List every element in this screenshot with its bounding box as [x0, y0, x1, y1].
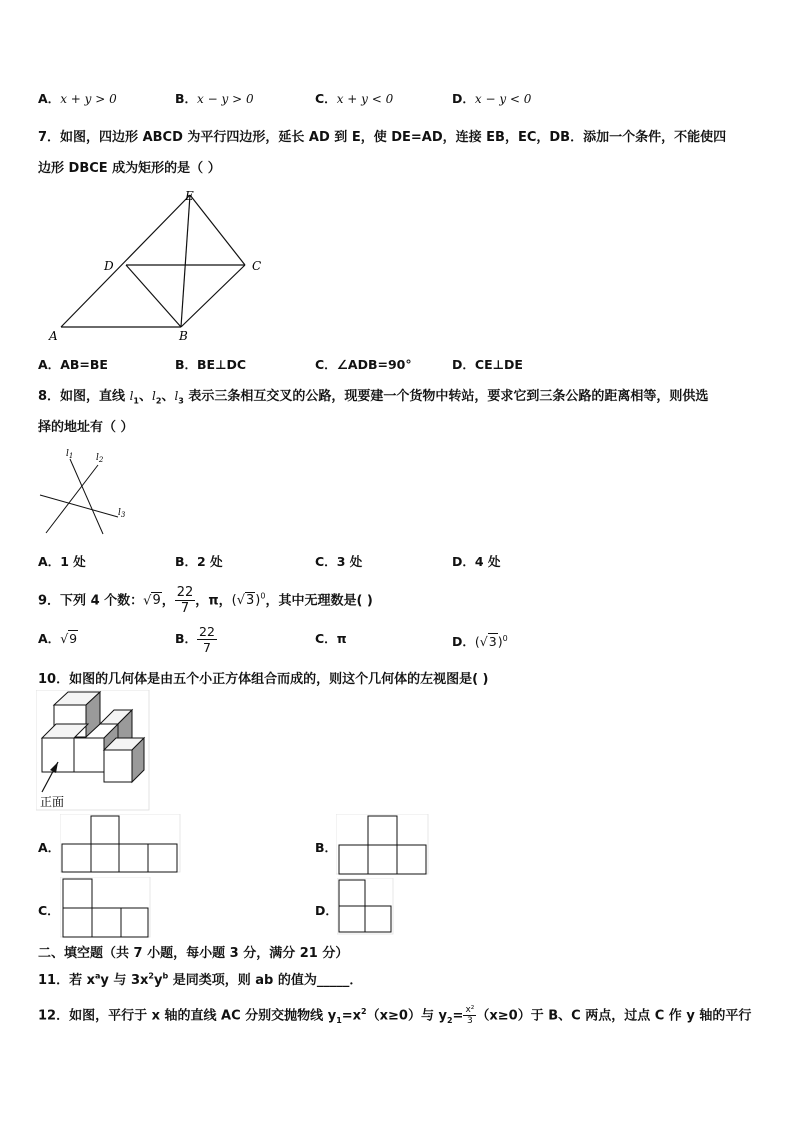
- exponent: 2: [361, 1007, 367, 1016]
- label-d: D: [104, 259, 114, 273]
- option-letter: A．: [38, 554, 61, 569]
- line-db: [126, 265, 181, 327]
- q9-option-a: [38, 622, 78, 656]
- q8-text-line1: [38, 385, 708, 406]
- text: （x≥0）于 B、C 两点，过点 C 作 y 轴的平行: [476, 1008, 752, 1024]
- exponent: 2: [148, 971, 154, 981]
- exponent: b: [162, 971, 169, 981]
- q10-option-a-figure: [60, 814, 182, 874]
- option-letter: D．: [452, 554, 475, 569]
- sqrt-9: √9: [143, 593, 161, 609]
- separator: 、: [161, 389, 175, 404]
- option-letter: C．: [315, 91, 337, 106]
- exponent: 0: [502, 634, 508, 643]
- radicand: 9: [152, 593, 161, 609]
- text: ，其中无理数是( ): [265, 593, 373, 609]
- q9-option-c: [315, 622, 347, 656]
- text: 表示三条相互交叉的公路，现要建一个货物中转站，要求它到三条公路的距离相等，则供选: [183, 389, 709, 404]
- text: （x≥0）与 y: [366, 1008, 447, 1024]
- q7-text-line2: 边形 DBCE 成为矩形的是（ ）: [38, 161, 221, 176]
- text: 11．若 x: [38, 973, 96, 988]
- denominator: 3: [467, 1016, 473, 1027]
- sqrt3-power-0: $(√3)^0$: [231, 592, 266, 609]
- q6-option-a: [38, 89, 117, 107]
- q9-text: [38, 580, 373, 618]
- answer-blank: _____: [316, 973, 350, 988]
- line-ec: [190, 195, 245, 265]
- pi: π: [336, 631, 347, 646]
- numerator: 22: [176, 585, 194, 601]
- option-letter: B．: [175, 631, 198, 646]
- text: 9．下列 4 个数：: [38, 593, 144, 609]
- q7-parallelogram-figure: [40, 185, 280, 345]
- text: =x: [341, 1008, 362, 1024]
- q10-option-c-figure: [60, 877, 152, 939]
- denominator: 7: [203, 640, 211, 655]
- q7-option-b: [175, 355, 246, 373]
- separator: ，: [161, 593, 175, 609]
- cube-front-face: [104, 750, 132, 782]
- text: y: [153, 973, 163, 988]
- l-symbol: l: [129, 389, 134, 403]
- line-l3: [40, 495, 118, 517]
- option-letter: A．: [38, 91, 61, 106]
- text: =: [452, 1008, 464, 1024]
- text: 8．如图，直线: [38, 389, 130, 404]
- option-expr: x + y < 0: [336, 92, 394, 106]
- denominator: 7: [180, 601, 190, 617]
- line-l1: [70, 459, 103, 534]
- fraction-22-7: [197, 624, 217, 655]
- option-letter: D．: [452, 634, 475, 650]
- q10-option-b-figure: [336, 814, 430, 876]
- label-c: C: [252, 259, 262, 273]
- q6-option-b: [175, 89, 254, 107]
- label-l1: $l_1$: [66, 449, 74, 460]
- option-letter: B．: [175, 91, 198, 106]
- l-symbol: l: [152, 389, 156, 403]
- option-expr: x + y > 0: [60, 92, 117, 106]
- front-label: 正面: [40, 795, 65, 809]
- subscript: 2: [446, 1015, 453, 1025]
- option-text: CE⊥DE: [474, 357, 523, 372]
- option-text: 3 处: [336, 554, 363, 569]
- radicand: 3: [488, 634, 497, 650]
- q10-option-d-figure: [337, 878, 395, 936]
- section-2-title: 二、填空题（共 7 小题，每小题 3 分，满分 21 分）: [38, 946, 349, 961]
- radicand: 9: [69, 631, 78, 646]
- numerator: x²: [465, 1005, 475, 1016]
- option-letter: A．: [38, 631, 61, 646]
- separator: ，: [218, 593, 232, 609]
- option-text: AB=BE: [60, 357, 108, 372]
- q7-option-a: [38, 355, 108, 373]
- q10-cube-solid-figure: [36, 690, 151, 812]
- option-text: 1 处: [60, 554, 86, 569]
- option-text: ∠ADB=90°: [336, 357, 412, 372]
- text: y 与 3x: [100, 973, 149, 988]
- l-symbol: l: [174, 389, 179, 403]
- exponent: a: [95, 971, 101, 981]
- option-letter: C．: [315, 554, 337, 569]
- q10-option-b-letter: B．: [315, 840, 338, 855]
- text: ．: [349, 973, 363, 988]
- q8-option-d: [452, 552, 500, 570]
- separator: ，: [195, 593, 209, 609]
- q7-option-c: [315, 355, 412, 373]
- label-l3: $l_3$: [118, 508, 126, 519]
- option-text: 4 处: [474, 554, 501, 569]
- option-letter: B．: [175, 357, 198, 372]
- q8-option-b: [175, 552, 223, 570]
- line-ae: [61, 195, 190, 327]
- sqrt-9: √9: [60, 631, 78, 646]
- q8-option-a: [38, 552, 86, 570]
- text: 12．如图，平行于 x 轴的直线 AC 分别交抛物线 y: [38, 1008, 337, 1024]
- q10-text: 10．如图的几何体是由五个小正方体组合而成的，则这个几何体的左视图是( ): [38, 672, 489, 687]
- q12-text: [38, 995, 751, 1038]
- q6-option-c: [315, 89, 393, 107]
- exponent: 0: [260, 592, 266, 601]
- q6-option-d: [452, 89, 531, 107]
- subscript: 1: [133, 396, 139, 406]
- q8-option-c: [315, 552, 362, 570]
- q8-three-lines-figure: [38, 445, 138, 540]
- label-b: B: [179, 329, 188, 343]
- option-letter: C．: [315, 631, 337, 646]
- sqrt3-power-0: $(√3)^0$: [474, 634, 508, 650]
- line-bc: [181, 265, 245, 327]
- option-text: 2 处: [197, 554, 223, 569]
- option-letter: A．: [38, 357, 61, 372]
- q10-option-a-letter: A．: [38, 840, 61, 855]
- option-letter: B．: [175, 554, 198, 569]
- option-letter: D．: [452, 91, 475, 106]
- label-l2: $l_2$: [96, 453, 104, 464]
- q9-option-d: [452, 622, 508, 659]
- label-a: A: [49, 329, 58, 343]
- q7-text-line1: 7．如图，四边形 ABCD 为平行四边形，延长 AD 到 E，使 DE=AD，连接 EB，EC，DB．添加一个条件，不能使四: [38, 130, 727, 145]
- cube-front-face: [74, 738, 104, 772]
- option-letter: C．: [315, 357, 337, 372]
- cube-front-face: [42, 738, 74, 772]
- q7-option-d: [452, 355, 523, 373]
- q8-text-line2: 择的地址有（ ）: [38, 420, 134, 435]
- q10-option-d-letter: D．: [315, 903, 338, 918]
- pi: π: [208, 593, 219, 609]
- option-text: BE⊥DC: [197, 357, 247, 372]
- separator: 、: [139, 389, 153, 404]
- text: 是同类项，则 ab 的值为: [168, 973, 317, 988]
- subscript: 1: [336, 1015, 342, 1025]
- radicand: 3: [245, 593, 255, 609]
- fraction-x2-over-3: [463, 1005, 476, 1026]
- subscript: 3: [178, 396, 184, 406]
- q10-option-c-letter: C．: [38, 903, 60, 918]
- subscript: 2: [155, 396, 162, 406]
- label-e: E: [185, 189, 194, 203]
- option-letter: D．: [452, 357, 475, 372]
- line-eb: [181, 195, 190, 327]
- numerator: 22: [199, 624, 215, 639]
- fraction-22-7: [175, 585, 196, 616]
- option-expr: x − y > 0: [197, 92, 254, 106]
- q9-option-b: [175, 622, 217, 656]
- q11-text: [38, 969, 362, 988]
- option-expr: x − y < 0: [474, 92, 532, 106]
